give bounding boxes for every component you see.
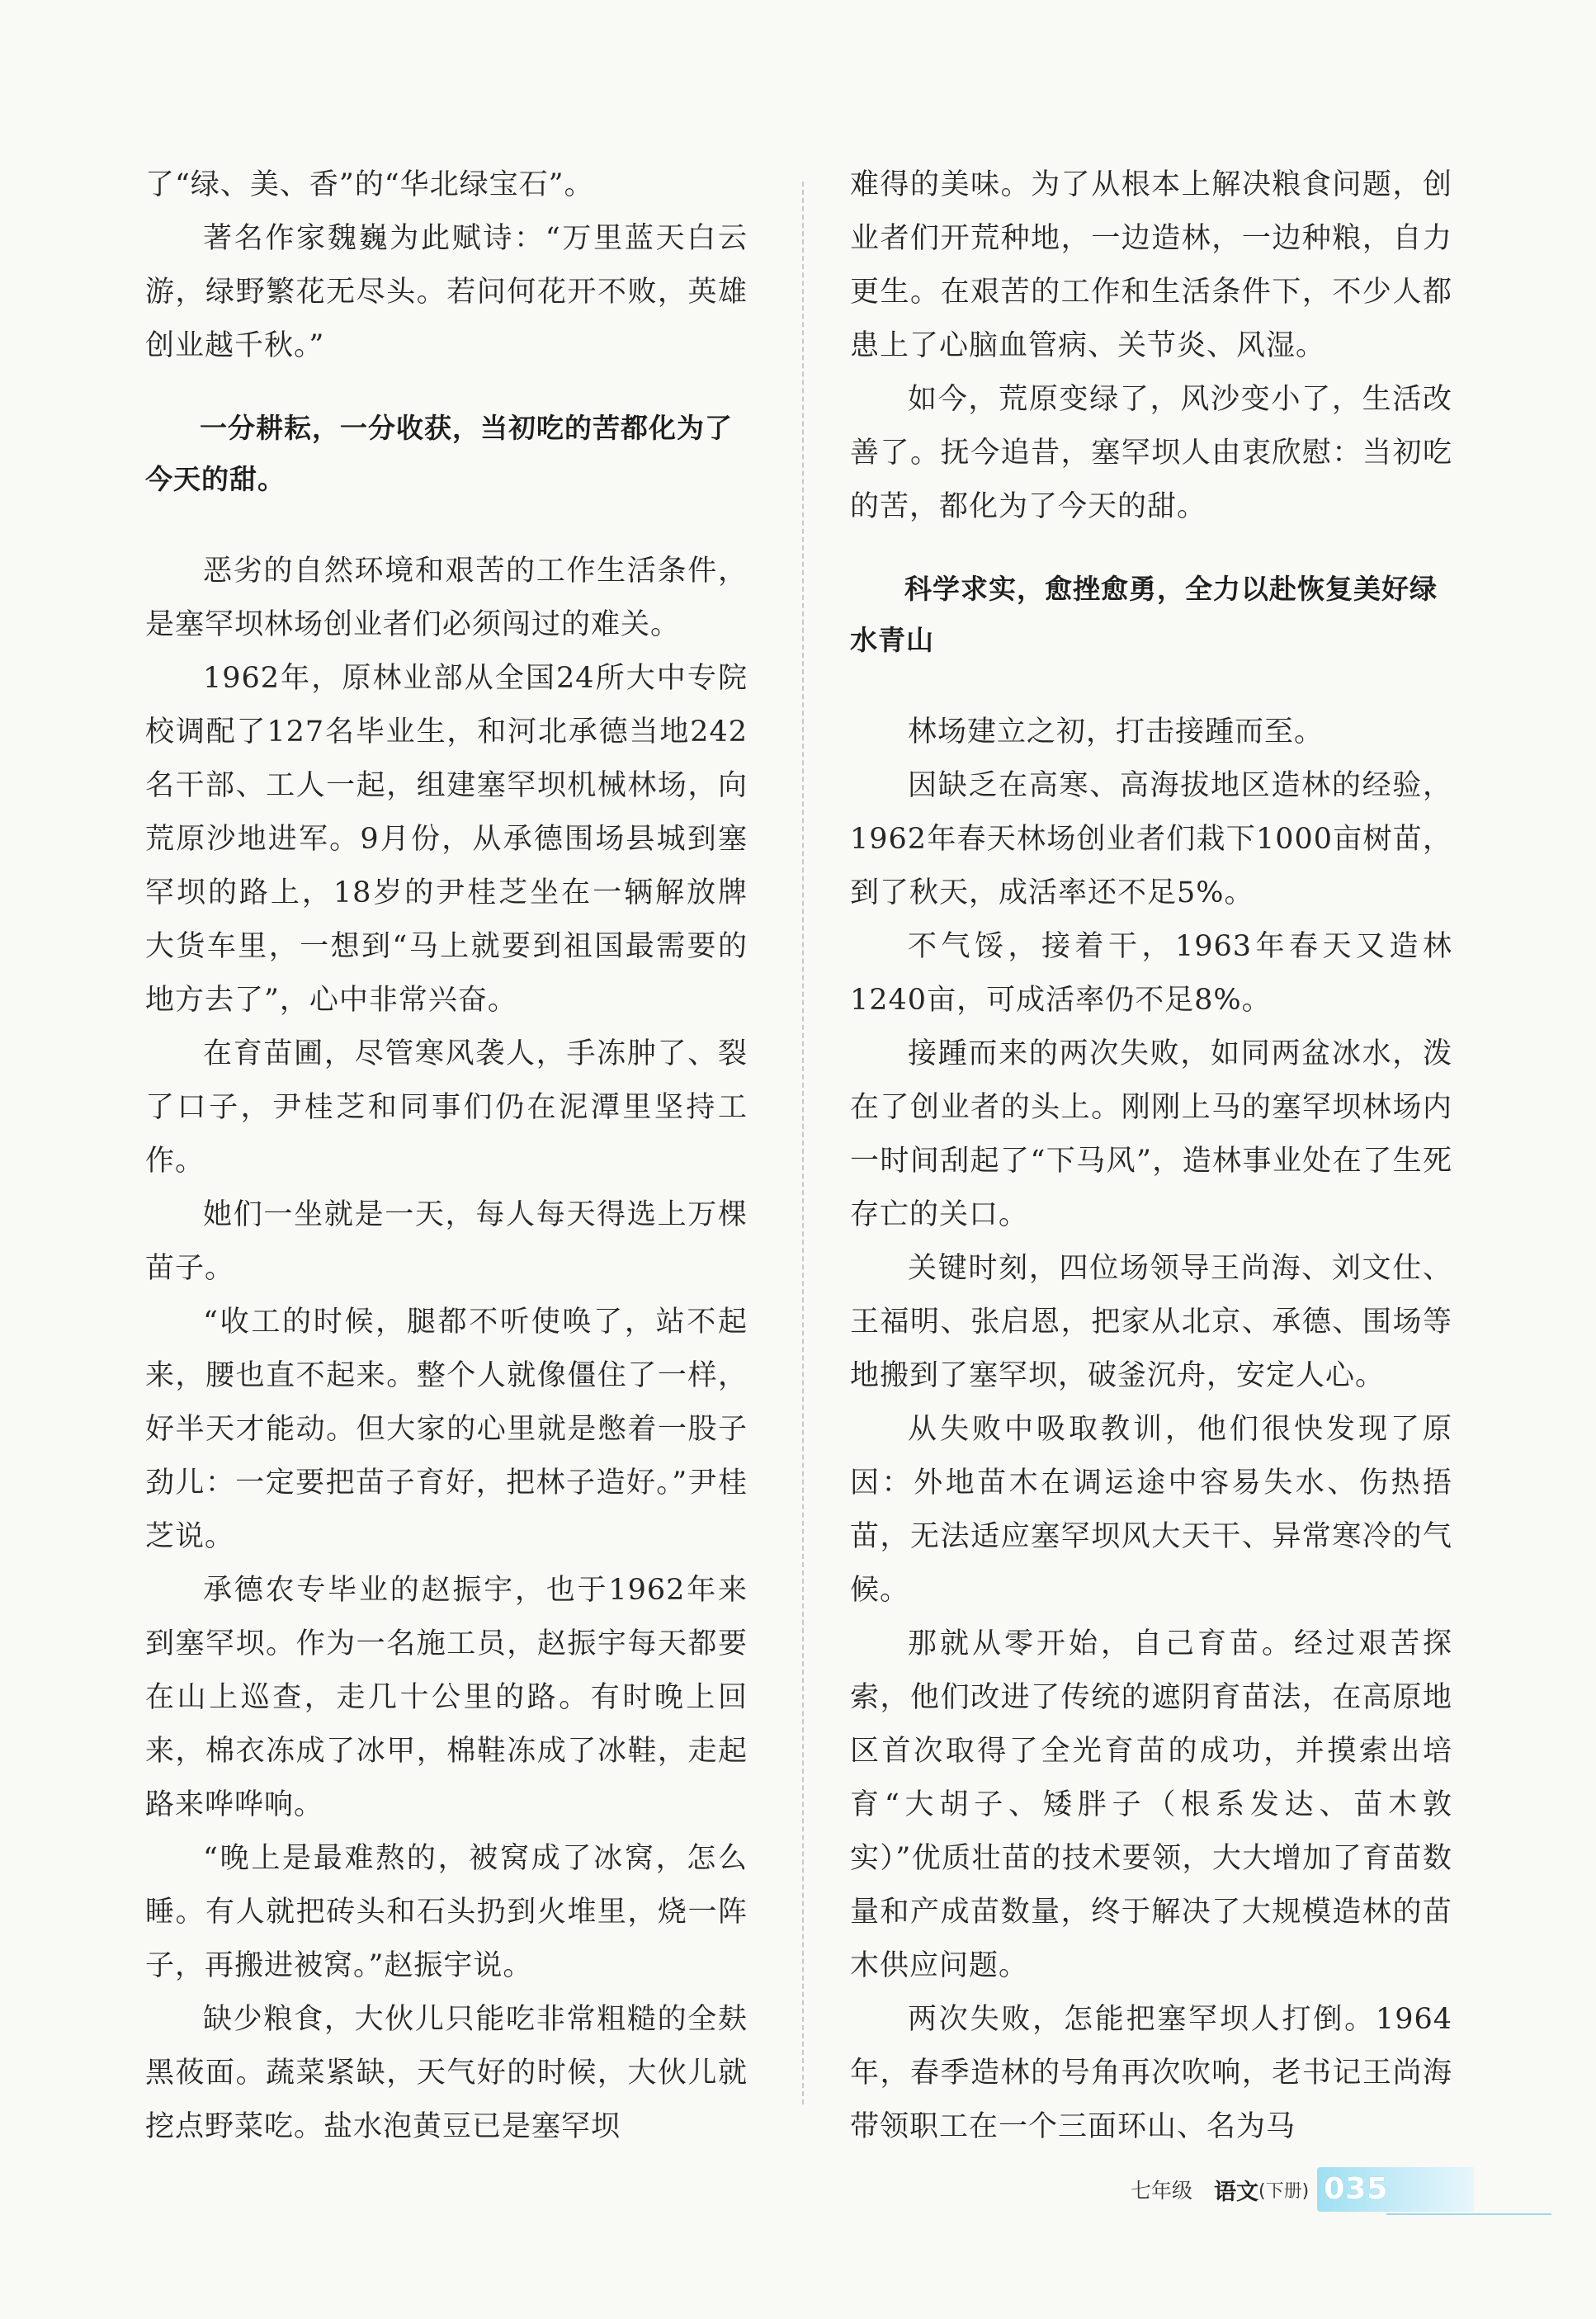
right-column [850,158,1452,2154]
paragraph: 接踵而来的两次失败，如同两盆冰水，泼在了创业者的头上。刚刚上马的塞罕坝林场内一时间刮起了“下马风”，造林事业处在了生死存亡的关口。 [850,1037,1452,1231]
paragraph: 承德农专毕业的赵振宇，也于1962年来到塞罕坝。作为一名施工员，赵振宇每天都要在山上巡查，走几十公里的路。有时晚上回来，棉衣冻成了冰甲，棉鞋冻成了冰鞋，走起路来哗哗响。 [145,1574,748,1821]
grade-label: 七年级 [1131,2179,1193,2203]
paragraph: “收工的时候，腿都不听使唤了，站不起来，腰也直不起来。整个人就像僵住了一样，好半天才能动。但大家的心里就是憋着一股子劲儿：一定要把苗子育好，把林子造好。”尹桂芝说。 [145,1306,748,1553]
paragraph: 从失败中吸取教训，他们很快发现了原因：外地苗木在调运途中容易失水、伤热捂苗，无法适应塞罕坝风大天干、异常寒冷的气候。 [850,1413,1452,1607]
paragraph: “晚上是最难熬的，被窝成了冰窝，怎么睡。有人就把砖头和石头扔到火堆里，烧一阵子，再搬进被窝。”赵振宇说。 [145,1842,748,1982]
paragraph: 在育苗圃，尽管寒风袭人，手冻肿了、裂了口子，尹桂芝和同事们仍在泥潭里坚持工作。 [145,1037,748,1178]
paragraph: 因缺乏在高寒、高海拔地区造林的经验，1962年春天林场创业者们栽下1000亩树苗，到了秋天，成活率还不足5%。 [850,769,1452,909]
paragraph: 林场建立之初，打击接踵而至。 [908,716,1324,749]
page-number-badge [1317,2167,1474,2212]
left-column [145,158,748,2154]
paragraph: 了“绿、美、香”的“华北绿宝石”。 [145,168,594,201]
paragraph: 缺少粮食，大伙儿只能吃非常粗糙的全麸黑莜面。蔬菜紧缺，天气好的时候，大伙儿就挖点野菜吃。盐水泡黄豆已是塞罕坝 [145,2003,748,2143]
section-heading: 一分耕耘，一分收获，当初吃的苦都化为了今天的甜。 [145,412,733,495]
footer-rule [1386,2213,1551,2215]
paragraph: 不气馁，接着干，1963年春天又造林1240亩，可成活率仍不足8%。 [850,930,1452,1017]
paragraph: 著名作家魏巍为此赋诗：“万里蓝天白云游，绿野繁花无尽头。若问何花开不败，英雄创业越千秋。” [145,222,748,362]
subject-label: 语文 [1214,2179,1259,2205]
paragraph: 关键时刻，四位场领导王尚海、刘文仕、王福明、张启恩，把家从北京、承德、围场等地搬到了塞罕坝，破釜沉舟，安定人心。 [850,1252,1452,1392]
page-number: 035 [1324,2172,1389,2206]
paragraph: 难得的美味。为了从根本上解决粮食问题，创业者们开荒种地，一边造林，一边种粮，自力更生。在艰苦的工作和生活条件下，不少人都患上了心脑血管病、关节炎、风湿。 [850,168,1452,362]
paragraph: 她们一坐就是一天，每人每天得选上万棵苗子。 [145,1198,748,1285]
page-footer [1131,2164,1474,2215]
paragraph: 那就从零开始，自己育苗。经过艰苦探索，他们改进了传统的遮阴育苗法，在高原地区首次取得了全光育苗的成功，并摸索出培育“大胡子、矮胖子（根系发达、苗木敦实）”优质壮苗的技术要领，大大增加了育苗数量和产成苗数量，终于解决了大规模造林的苗木供应问题。 [850,1627,1452,1982]
paragraph: 恶劣的自然环境和艰苦的工作生活条件，是塞罕坝林场创业者们必须闯过的难关。 [145,555,748,641]
volume-label: (下册) [1258,2180,1310,2202]
paragraph: 1962年，原林业部从全国24所大中专院校调配了127名毕业生，和河北承德当地242名干部、工人一起，组建塞罕坝机械林场，向荒原沙地进军。9月份，从承德围场县城到塞罕坝的路上，18岁的尹桂芝坐在一辆解放牌大货车里，一想到“马上就要到祖国最需要的地方去了”，心中非常兴奋。 [145,662,748,1017]
column-divider [802,182,804,2104]
paragraph: 如今，荒原变绿了，风沙变小了，生活改善了。抚今追昔，塞罕坝人由衷欣慰：当初吃的苦，都化为了今天的甜。 [850,383,1452,523]
section-heading: 科学求实，愈挫愈勇，全力以赴恢复美好绿水青山 [850,573,1438,656]
paragraph: 两次失败，怎能把塞罕坝人打倒。1964年，春季造林的号角再次吹响，老书记王尚海带领职工在一个三面环山、名为马 [850,2003,1452,2143]
